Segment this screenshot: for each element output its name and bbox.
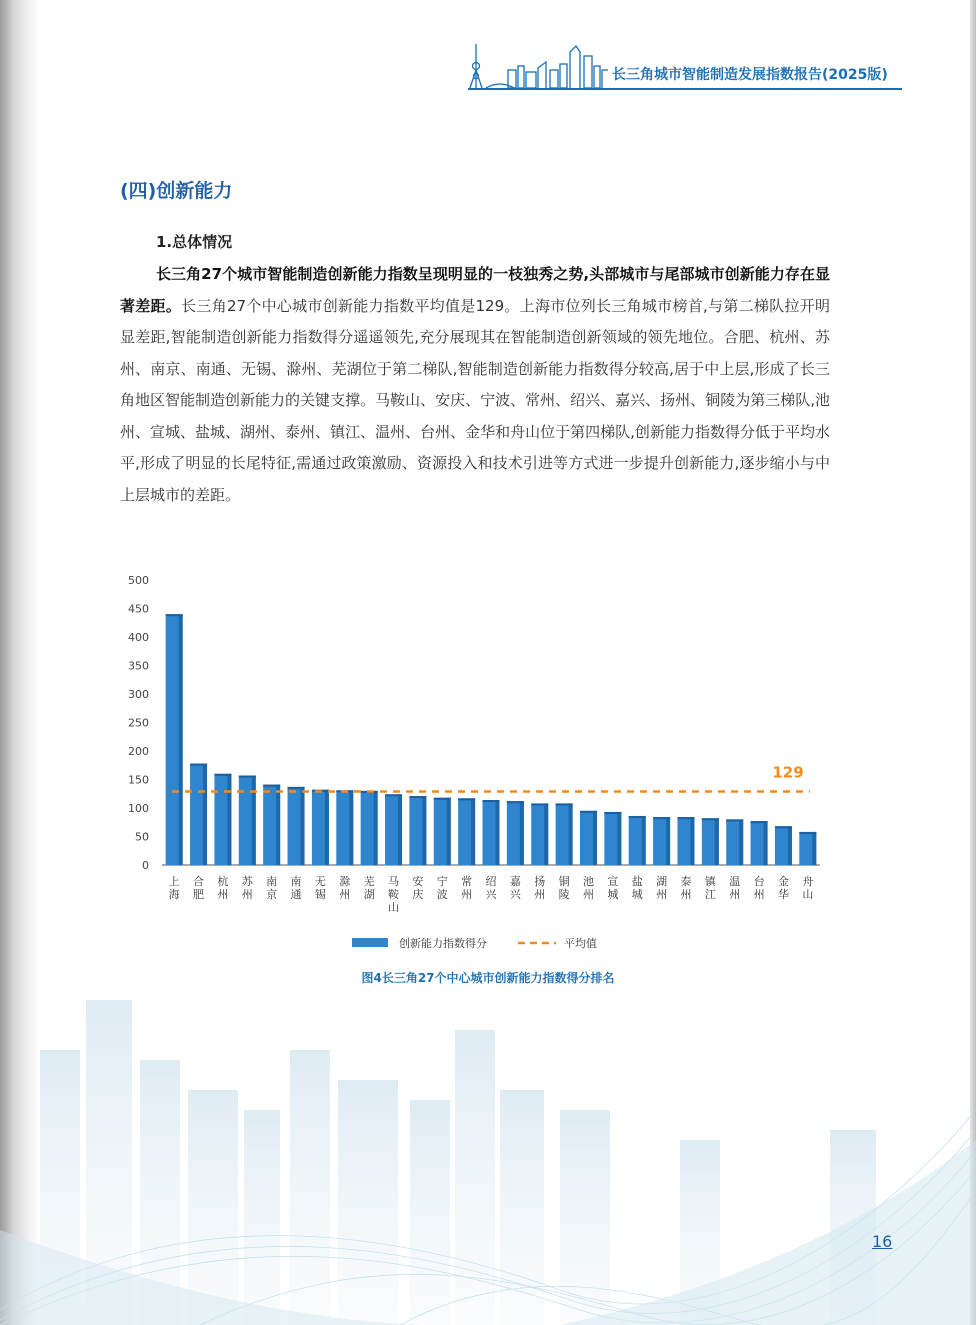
body-paragraph xyxy=(120,259,830,511)
x-category-label: 盐城 xyxy=(631,875,643,901)
bar-side-shade xyxy=(690,817,694,865)
report-title: 长三角城市智能制造发展指数报告(2025版) xyxy=(612,67,888,83)
innovation-score-chart xyxy=(100,560,840,990)
average-value-label: 129 xyxy=(772,763,804,782)
bar-top-edge xyxy=(507,801,524,803)
y-tick-label: 500 xyxy=(128,574,149,587)
bar-side-shade xyxy=(227,774,231,865)
x-category-label: 芜湖 xyxy=(363,875,375,901)
x-category-label: 温州 xyxy=(729,875,741,901)
city-skyline-logo-icon xyxy=(468,40,614,90)
x-category-label: 泰州 xyxy=(680,875,692,901)
x-category-label: 南京 xyxy=(266,875,278,901)
bar-top-edge xyxy=(751,821,768,823)
bar-top-edge xyxy=(775,826,792,828)
background-skyline-decoration xyxy=(0,990,976,1325)
bar-side-shade xyxy=(179,614,183,865)
bar-side-shade xyxy=(496,800,500,865)
paragraph-bold-lead: 长三角27个城市智能制造创新能力指数呈现明显的一枝独秀之势,头部城市与尾部城市创新能力存在显著差距。 xyxy=(120,265,830,315)
bar-side-shade xyxy=(349,790,353,865)
x-category-label: 金华 xyxy=(777,875,789,901)
bar-side-shade xyxy=(812,832,816,865)
x-category-label: 舟山 xyxy=(802,875,814,901)
bar-top-edge xyxy=(434,798,451,800)
x-category-label: 杭州 xyxy=(217,875,229,901)
bar-top-edge xyxy=(288,787,305,789)
y-tick-label: 450 xyxy=(128,602,149,616)
x-category-label: 绍兴 xyxy=(485,875,497,901)
y-tick-label: 350 xyxy=(128,659,149,673)
x-category-label: 池州 xyxy=(582,875,594,901)
y-tick-label: 100 xyxy=(128,802,149,815)
bar-top-edge xyxy=(190,764,207,766)
bar-top-edge xyxy=(702,818,719,820)
bar-side-shade xyxy=(569,803,573,865)
x-category-label: 宣城 xyxy=(607,875,619,901)
x-category-label: 扬州 xyxy=(534,875,546,901)
bar-side-shade xyxy=(276,785,280,865)
x-category-label: 上海 xyxy=(168,875,180,901)
bar-top-edge xyxy=(677,817,694,819)
bar-side-shade xyxy=(203,764,207,865)
bar-side-shade xyxy=(398,794,402,865)
y-tick-label: 200 xyxy=(128,745,149,758)
bar-side-shade xyxy=(642,816,646,865)
bar-top-edge xyxy=(531,803,548,805)
bar-side-shade xyxy=(788,826,792,865)
bar-side-shade xyxy=(617,812,621,865)
bar-top-edge xyxy=(726,819,743,821)
bar-top-edge xyxy=(580,811,597,813)
bar-side-shade xyxy=(325,790,329,865)
y-tick-label: 50 xyxy=(135,830,149,844)
chart-svg xyxy=(100,560,840,990)
bar-top-edge xyxy=(604,812,621,814)
bar-top-edge xyxy=(629,816,646,818)
bar-side-shade xyxy=(520,801,524,865)
x-category-label: 湖州 xyxy=(656,875,668,901)
bar-side-shade xyxy=(252,776,256,865)
section-title: (四)创新能力 xyxy=(120,180,233,202)
page-number: 16 xyxy=(872,1232,893,1251)
y-tick-label: 300 xyxy=(128,688,149,701)
bar-top-edge xyxy=(556,803,573,805)
bar-side-shade xyxy=(374,791,378,865)
x-category-label: 安庆 xyxy=(412,875,424,901)
figure-caption: 图4长三角27个中心城市创新能力指数得分排名 xyxy=(361,971,615,985)
y-tick-label: 250 xyxy=(128,716,149,730)
bar-top-edge xyxy=(458,798,475,800)
x-category-label: 滁州 xyxy=(339,875,351,901)
bar-side-shade xyxy=(715,818,719,865)
legend-average-label: 平均值 xyxy=(564,937,597,950)
bar-side-shade xyxy=(764,821,768,865)
running-header xyxy=(468,40,902,94)
x-category-label: 常州 xyxy=(461,875,473,901)
legend-bar-label: 创新能力指数得分 xyxy=(399,937,487,950)
bar-top-edge xyxy=(239,776,256,778)
x-category-label: 无锡 xyxy=(314,875,326,901)
paragraph-body: 长三角27个中心城市创新能力指数平均值是129。上海市位列长三角城市榜首,与第二梯队拉开明显差距,智能制造创新能力指数得分遥遥领先,充分展现其在智能制造创新领域的领先地位。合肥、杭州、苏州、南京、南通、无锡、滁州、芜湖位于第二梯队,智能制造创新能力指数得分较高,居于中上层,形成了长三角地区智能制造创新能力的关键支撑。马鞍山、安庆、宁波、常州、绍兴、嘉兴、扬州、铜陵为第三梯队,池州、宣城、盐城、湖州、泰州、镇江、温州、台州、金华和舟山位于第四梯队,创新能力指数得分低于平均水平,形成了明显的长尾特征,需通过政策激励、资源投入和技术引进等方式进一步提升创新能力,逐步缩小与中上层城市的差距。 xyxy=(120,296,830,504)
legend-bar-swatch xyxy=(352,938,388,947)
x-category-label: 南通 xyxy=(290,875,302,901)
bar-side-shade xyxy=(422,796,426,865)
bar-top-edge xyxy=(263,785,280,787)
bar-top-edge xyxy=(483,800,500,802)
y-tick-label: 0 xyxy=(142,859,149,872)
x-category-label: 嘉兴 xyxy=(509,875,521,901)
subsection-title: 1.总体情况 xyxy=(156,233,233,251)
x-category-label: 镇江 xyxy=(704,875,716,901)
x-category-label: 合肥 xyxy=(193,875,205,901)
bar-side-shade xyxy=(666,817,670,865)
y-tick-label: 150 xyxy=(128,773,149,787)
bar-side-shade xyxy=(593,811,597,865)
bar-side-shade xyxy=(544,803,548,865)
bar-top-edge xyxy=(409,796,426,798)
x-category-label: 马鞍山 xyxy=(388,875,400,914)
bar-top-edge xyxy=(166,614,183,616)
header-rule xyxy=(468,88,902,90)
bar-top-edge xyxy=(653,817,670,819)
y-tick-label: 400 xyxy=(128,631,149,644)
x-category-label: 苏州 xyxy=(241,875,253,901)
bar-side-shade xyxy=(739,819,743,865)
bar-side-shade xyxy=(301,787,305,865)
bar-top-edge xyxy=(214,774,231,776)
x-category-label: 宁波 xyxy=(436,875,448,901)
bar-side-shade xyxy=(471,798,475,865)
x-category-label: 铜陵 xyxy=(558,875,570,901)
x-category-label: 台州 xyxy=(753,875,765,901)
bar-side-shade xyxy=(447,798,451,865)
bar-top-edge xyxy=(799,832,816,834)
bar-top-edge xyxy=(385,794,402,796)
